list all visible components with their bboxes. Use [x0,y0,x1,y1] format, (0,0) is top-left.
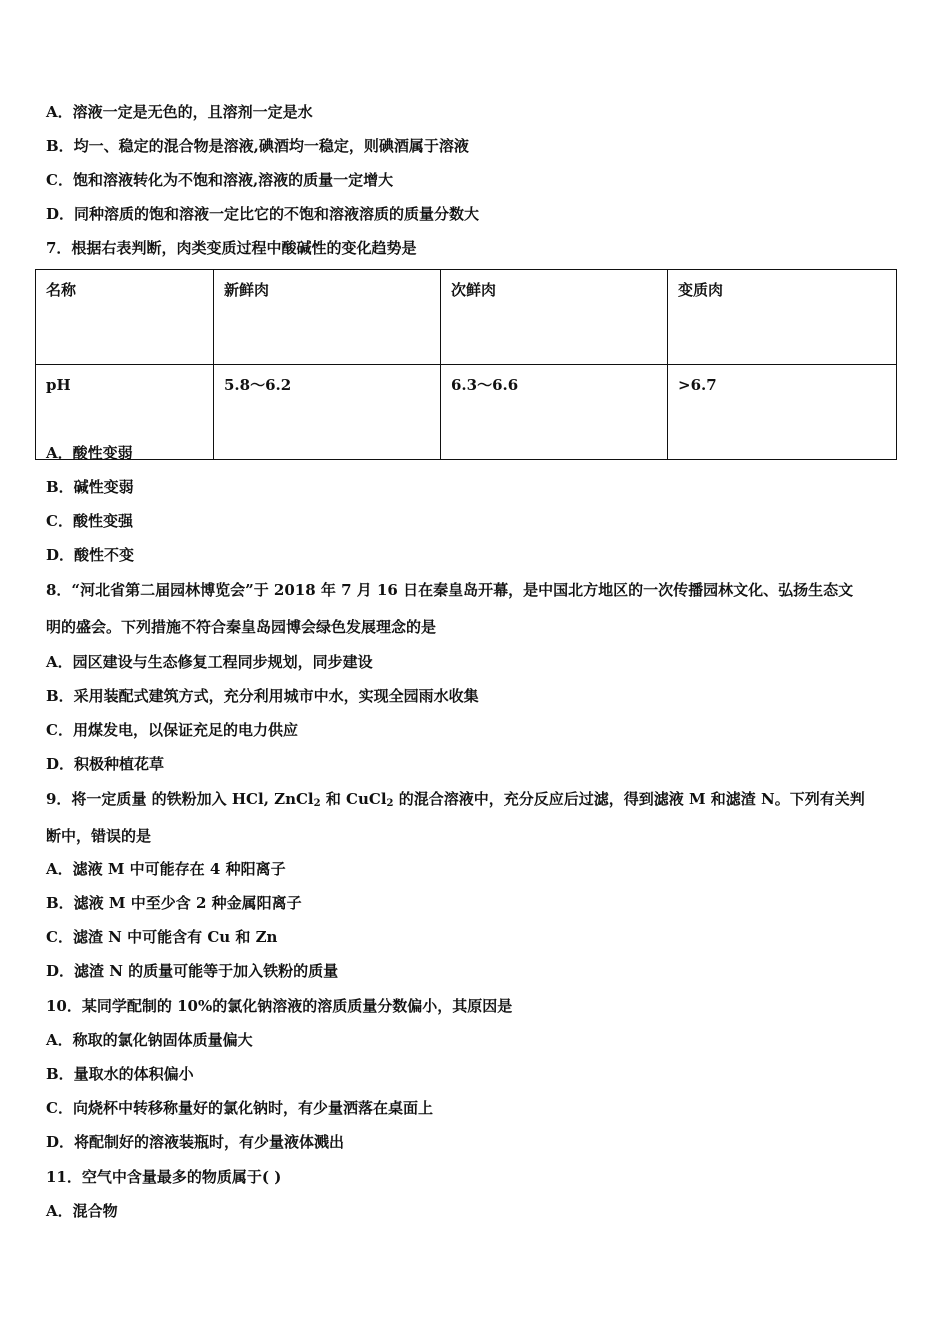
q7-stem: 7．根据右表判断，肉类变质过程中酸碱性的变化趋势是 [46,239,417,257]
q9-option-a: A．滤液 M 中可能存在 4 种阳离子 [46,860,286,878]
ph-table-header-row [36,270,897,365]
q6-option-d: D．同种溶质的饱和溶液一定比它的不饱和溶液溶质的质量分数大 [46,205,480,223]
ph-table-cell: 变质肉 [668,270,897,365]
ph-table-cell: pH [36,365,214,460]
q9-stem-text: 和 CuCl [320,790,387,808]
q7-option-d: D．酸性不变 [46,546,135,564]
q7-option-b: B．碱性变弱 [46,478,134,496]
q9-option-c: C．滤渣 N 中可能含有 Cu 和 Zn [46,928,278,946]
q8-option-b: B．采用装配式建筑方式，充分利用城市中水，实现全园雨水收集 [46,687,479,705]
q8-stem-line2: 明的盛会。下列措施不符合秦皇岛园博会绿色发展理念的是 [46,618,437,636]
q8-stem-line1: 8．“河北省第二届园林博览会”于 2018 年 7 月 16 日在秦皇岛开幕，是中国北方地区的一次传播园林文化、弘扬生态文 [46,581,854,599]
q11-stem: 11．空气中含量最多的物质属于( ) [46,1168,282,1186]
q11-option-a: A．混合物 [46,1202,118,1220]
q9-stem-line2: 断中，错误的是 [46,827,152,845]
q10-option-b: B．量取水的体积偏小 [46,1065,194,1083]
q8-option-d: D．积极种植花草 [46,755,165,773]
ph-table-cell: 次鲜肉 [441,270,668,365]
ph-table-cell: >6.7 [668,365,897,460]
q7-option-c: C．酸性变强 [46,512,133,530]
ph-table-cell: 6.3～6.6 [441,365,668,460]
q8-option-c: C．用煤发电，以保证充足的电力供应 [46,721,298,739]
q7-option-a: A．酸性变弱 [46,444,133,462]
ph-table [35,269,897,460]
q6-option-a: A．溶液一定是无色的，且溶剂一定是水 [46,103,313,121]
q9-stem-text: 的混合溶液中，充分反应后过滤，得到滤液 M 和滤渣 N。下列有关判 [393,790,865,808]
q10-option-d: D．将配制好的溶液装瓶时，有少量液体溅出 [46,1133,345,1151]
q6-option-b: B．均一、稳定的混合物是溶液,碘酒均一稳定，则碘酒属于溶液 [46,137,469,155]
q9-stem-text: 9．将一定质量 的铁粉加入 HCl, ZnCl [46,790,314,808]
q9-option-d: D．滤渣 N 的质量可能等于加入铁粉的质量 [46,962,339,980]
q9-stem-line1 [46,788,910,815]
q6-option-c: C．饱和溶液转化为不饱和溶液,溶液的质量一定增大 [46,171,394,189]
q10-stem: 10．某同学配制的 10%的氯化钠溶液的溶质质量分数偏小，其原因是 [46,997,513,1015]
q10-option-a: A．称取的氯化钠固体质量偏大 [46,1031,253,1049]
subscript: 2 [386,798,394,809]
ph-table-cell: 新鲜肉 [214,270,441,365]
q10-option-c: C．向烧杯中转移称量好的氯化钠时，有少量洒落在桌面上 [46,1099,433,1117]
subscript: 2 [313,798,321,809]
ph-table-cell: 5.8～6.2 [214,365,441,460]
ph-table-cell: 名称 [36,270,214,365]
q8-option-a: A．园区建设与生态修复工程同步规划，同步建设 [46,653,373,671]
q9-option-b: B．滤液 M 中至少含 2 种金属阳离子 [46,894,302,912]
